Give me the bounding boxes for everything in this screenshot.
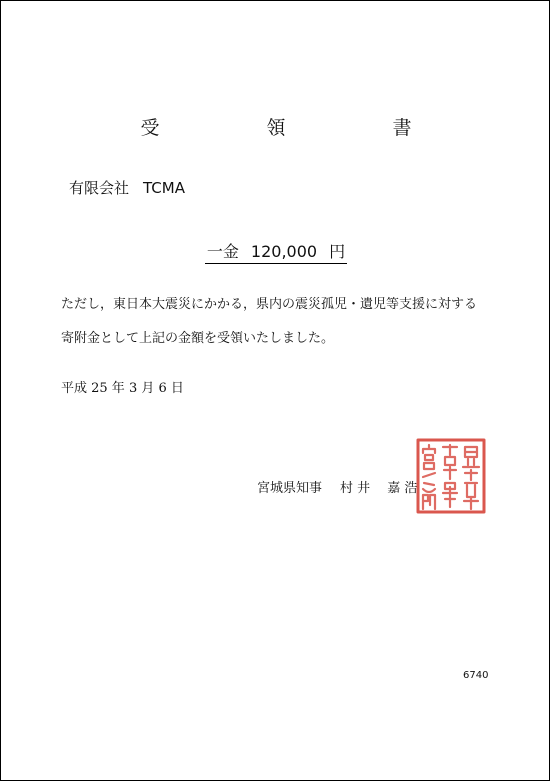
- official-seal-stamp: [415, 437, 487, 515]
- signer-name: 村 井 嘉 浩: [340, 481, 418, 496]
- document-title: 受 領 書: [140, 117, 456, 139]
- signer: [257, 477, 417, 496]
- amount-underlined: [205, 239, 347, 264]
- recipient: [69, 177, 185, 198]
- issue-date: 平成 25 年 3 月 6 日: [61, 381, 184, 396]
- amount-unit: 円: [329, 242, 346, 261]
- amount-value: 120,000: [250, 242, 318, 261]
- signer-title: 宮城県知事: [257, 481, 323, 496]
- body-text-line-1: ただし，東日本大震災にかかる，県内の震災孤児・遺児等支援に対する: [61, 297, 478, 312]
- recipient-name: TCMA: [143, 179, 185, 197]
- body-text-line-2: 寄附金として上記の金額を受領いたしました。: [61, 331, 335, 346]
- amount-prefix: 一金: [206, 242, 239, 261]
- recipient-company: 有限会社: [69, 179, 130, 197]
- amount: [1, 239, 550, 264]
- document-number: 6740: [463, 670, 489, 681]
